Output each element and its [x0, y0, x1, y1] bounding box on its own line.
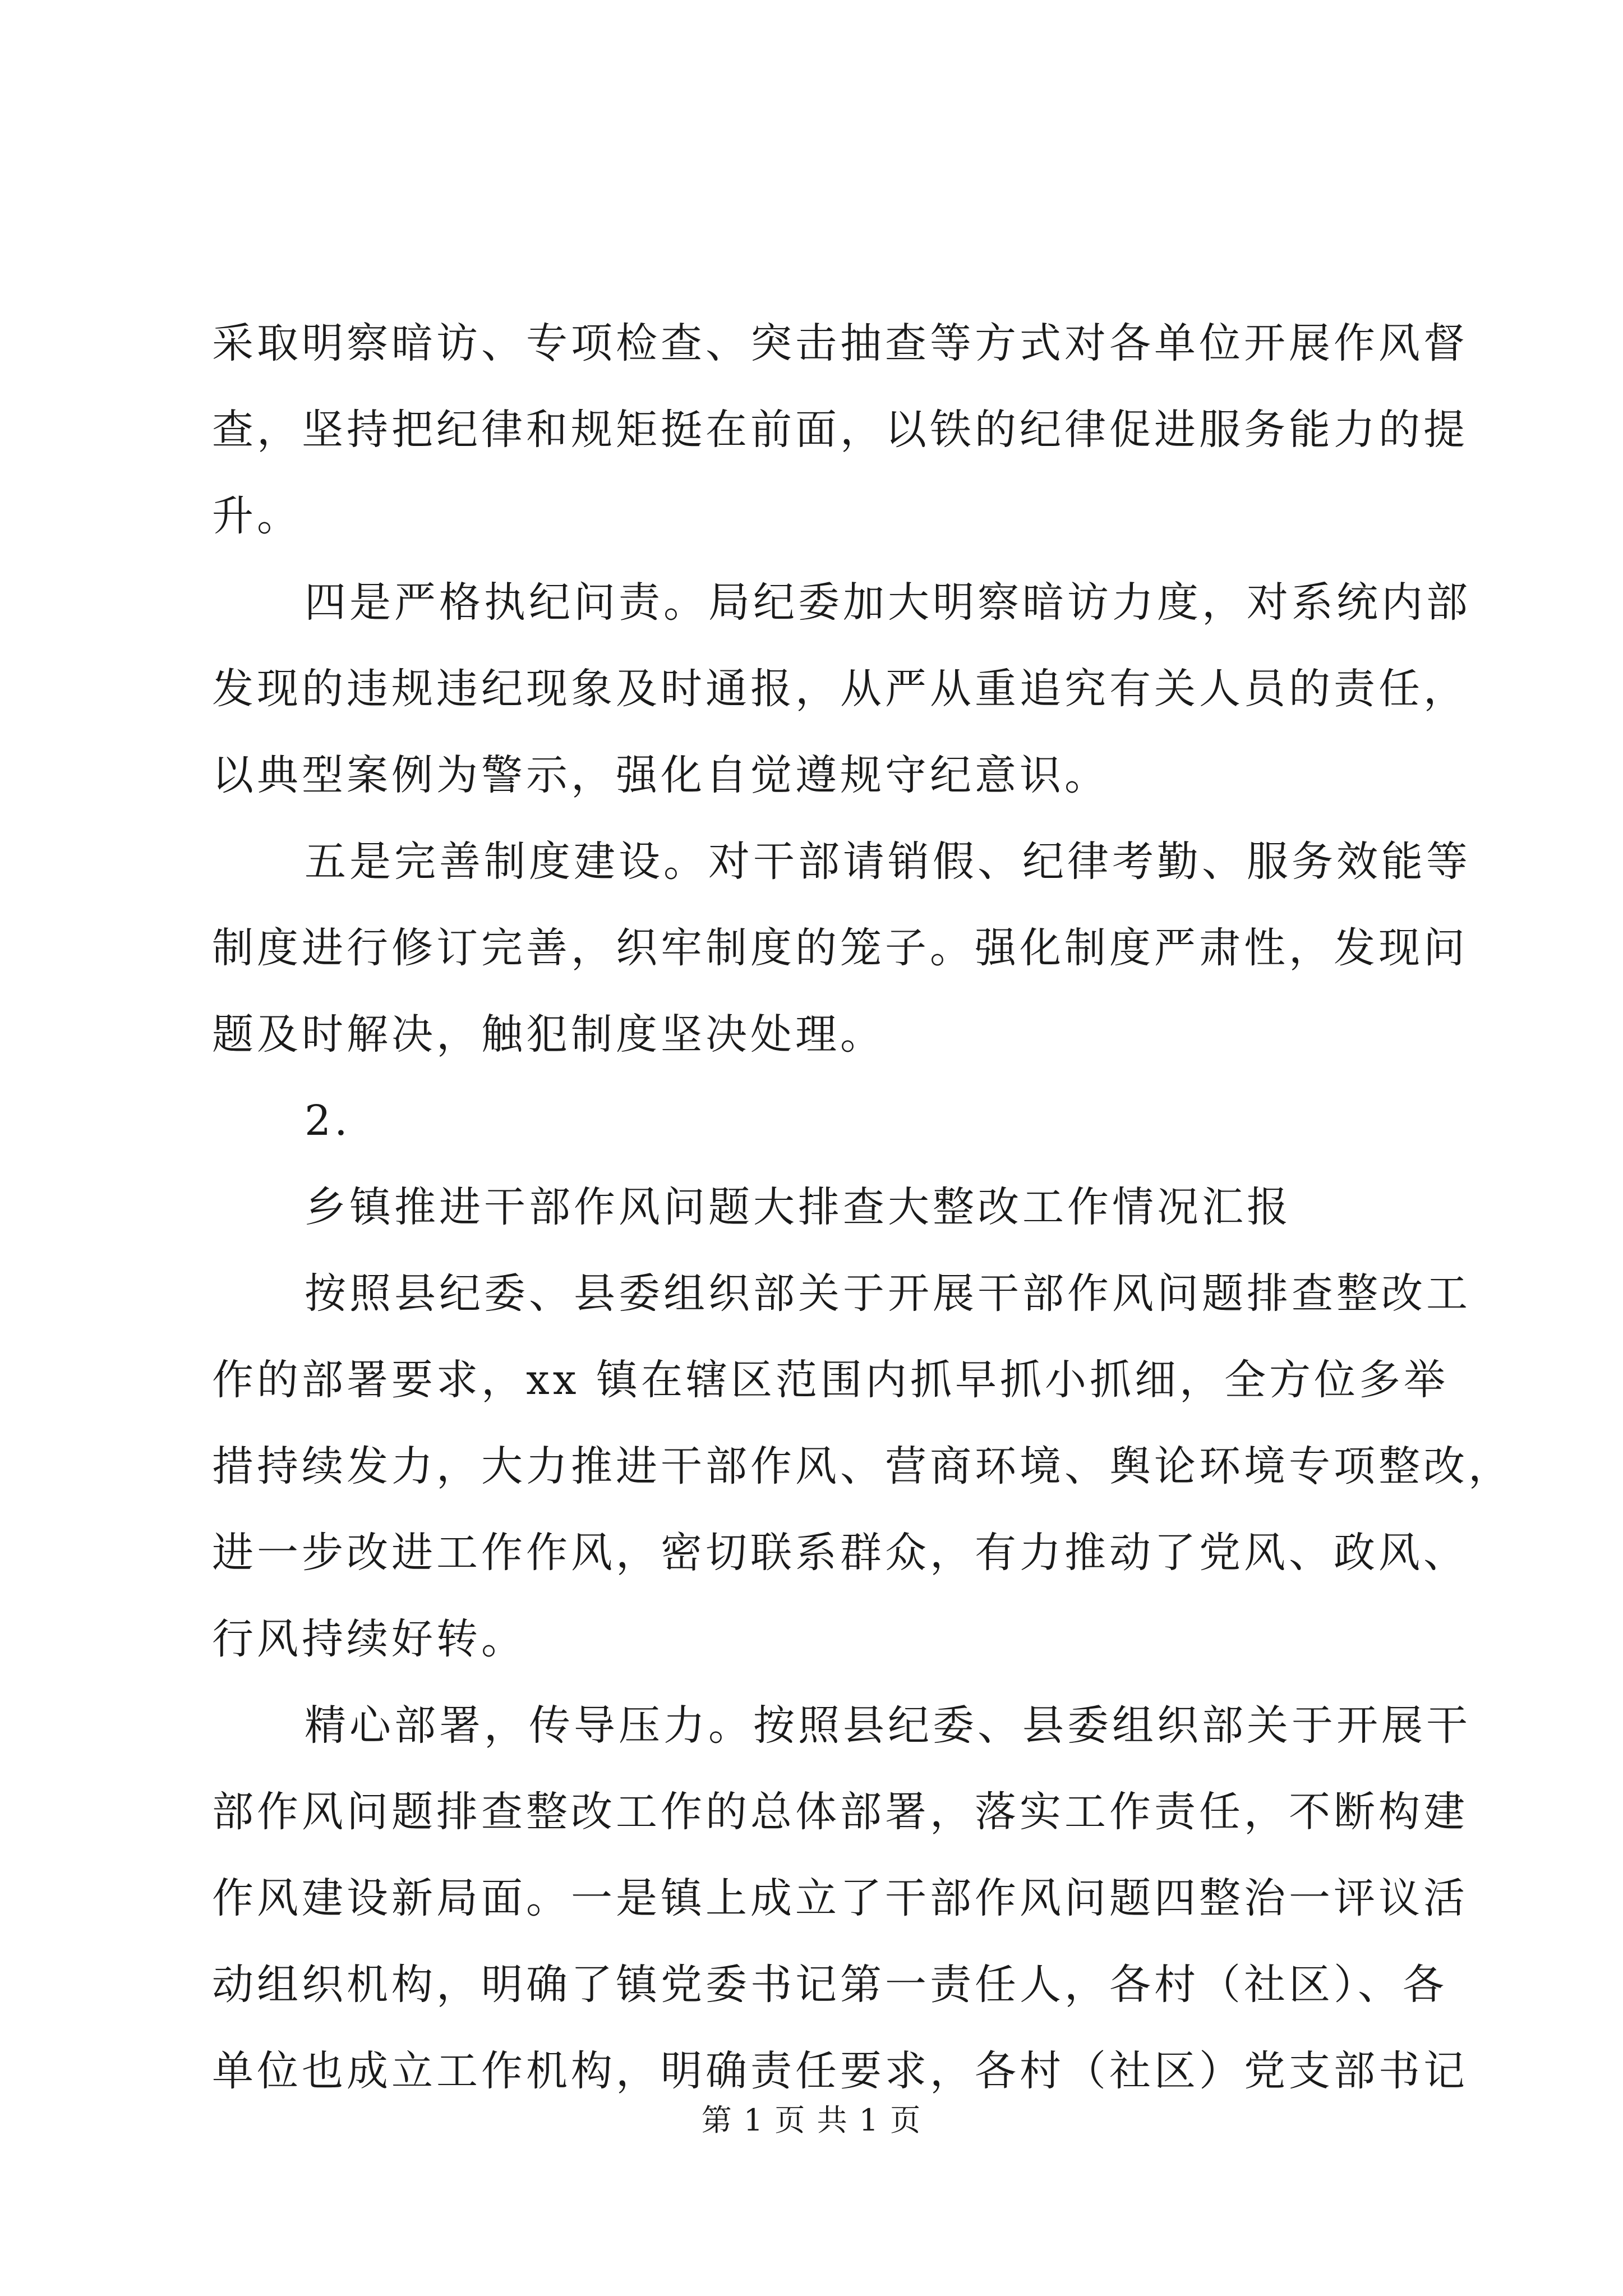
text-line: 2. — [305, 1097, 351, 1145]
text-line: 精心部署，传导压力。按照县纪委、县委组织部关于开展干 — [305, 1701, 1471, 1750]
text-line: 查，坚持把纪律和规矩挺在前面，以铁的纪律促进服务能力的提 — [212, 406, 1468, 454]
text-line: 升。 — [212, 492, 302, 540]
text-line: 发现的违规违纪现象及时通报，从严从重追究有关人员的责任， — [212, 665, 1468, 713]
text-line: 单位也成立工作机构，明确责任要求，各村（社区）党支部书记 — [212, 2047, 1468, 2095]
text-line: 措持续发力，大力推进干部作风、营商环境、舆论环境专项整改， — [212, 1442, 1513, 1490]
text-line: 行风持续好转。 — [212, 1615, 526, 1663]
text-line: 进一步改进工作作风，密切联系群众，有力推动了党风、政风、 — [212, 1529, 1468, 1577]
page-footer: 第 1 页 共 1 页 — [701, 2102, 922, 2138]
text-line: 动组织机构，明确了镇党委书记第一责任人，各村（社区）、各 — [212, 1961, 1447, 2009]
text-line: 按照县纪委、县委组织部关于开展干部作风问题排查整改工 — [305, 1269, 1471, 1318]
text-line: 采取明察暗访、专项检查、突击抽查等方式对各单位开展作风督 — [212, 319, 1468, 367]
text-line: 部作风问题排查整改工作的总体部署，落实工作责任，不断构建 — [212, 1788, 1468, 1836]
text-line: 制度进行修订完善，织牢制度的笼子。强化制度严肃性，发现问 — [212, 924, 1468, 972]
text-line: 作风建设新局面。一是镇上成立了干部作风问题四整治一评议活 — [212, 1874, 1468, 1922]
text-line: 以典型案例为警示，强化自觉遵规守纪意识。 — [212, 751, 1109, 799]
text-line: 作的部署要求，xx 镇在辖区范围内抓早抓小抓细，全方位多举 — [212, 1356, 1449, 1404]
text-line: 题及时解决，触犯制度坚决处理。 — [212, 1010, 885, 1059]
text-line: 乡镇推进干部作风问题大排查大整改工作情况汇报 — [305, 1183, 1292, 1231]
text-line: 五是完善制度建设。对干部请销假、纪律考勤、服务效能等 — [305, 838, 1471, 886]
text-line: 四是严格执纪问责。局纪委加大明察暗访力度，对系统内部 — [305, 578, 1471, 627]
document-body — [212, 300, 1513, 2114]
